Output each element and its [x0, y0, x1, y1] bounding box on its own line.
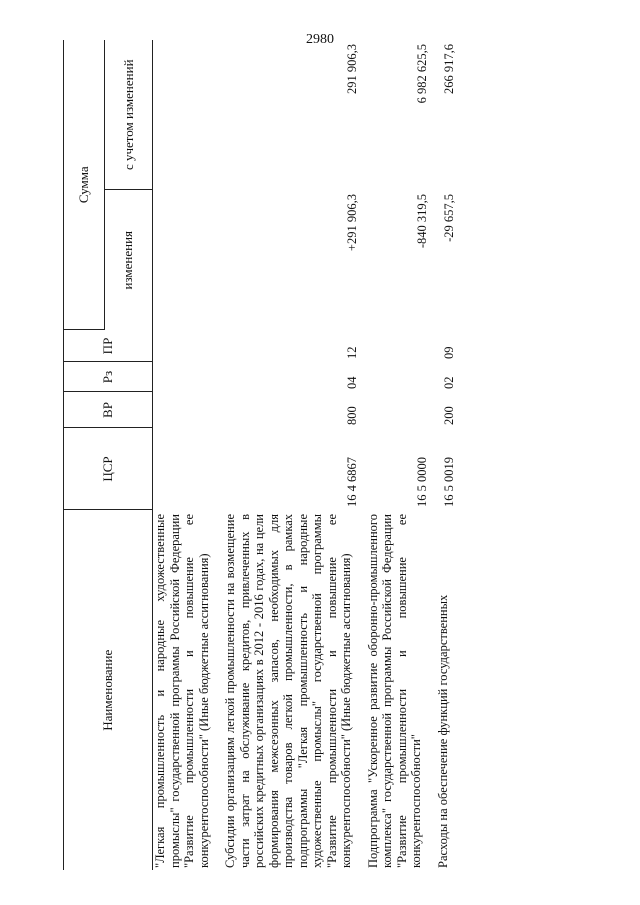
header-vr: ВР: [64, 392, 153, 428]
row-rz: 04: [345, 376, 359, 389]
row-pr: 09: [441, 346, 456, 359]
header-csr: ЦСР: [64, 428, 153, 510]
row-total: 6 982 625,5: [415, 44, 429, 104]
row-csr: 16 5 0019: [441, 457, 456, 507]
row-rz: [153, 362, 218, 392]
table-row: [360, 40, 430, 870]
row-vr: [153, 392, 218, 428]
page-number: 2980: [306, 32, 334, 47]
row-name: Подпрограмма "Ускоренное развитие оборонно-промышленного комплекса" государственной программы Российской Федерации "Развитие промышленности и повышение ее конкурентоспособности": [365, 514, 423, 868]
table-row: [153, 40, 218, 870]
rotated-table-sheet: [63, 40, 623, 870]
row-change: +291 906,3: [345, 194, 359, 252]
row-vr: [360, 392, 430, 428]
row-change: -840 319,5: [415, 194, 429, 249]
table-body: [153, 40, 457, 870]
table-header: [64, 40, 153, 870]
row-name: Субсидии организациям легкой промышленности на возмещение части затрат на обслуживание кредитов, привлеченных в российских кредитных организациях в 2012 - 2016 годах, на цели формирования межсезонных запасов, необходимых для производства товаров легкой промышленности, в рамках подпрограммы "Легкая промышленность и народные художественные промыслы" государственной программы "Развитие промышленности и повышение ее конкурентоспособности" (Иные бюджетные ассигнования): [223, 514, 353, 868]
row-change: -29 657,5: [441, 194, 456, 242]
header-name: Наименование: [64, 510, 153, 870]
row-name: Расходы на обеспечение функций государственных: [435, 594, 450, 868]
row-change: [153, 190, 218, 330]
row-pr: [360, 330, 430, 362]
row-rz: 02: [441, 376, 456, 389]
header-sum: Сумма: [64, 40, 105, 330]
row-rz: [360, 362, 430, 392]
header-changes: изменения: [105, 190, 153, 330]
row-total: [153, 40, 218, 190]
row-total: 291 906,3: [345, 44, 359, 94]
row-csr: [153, 428, 218, 510]
header-with-changes: с учетом изменений: [105, 40, 153, 190]
row-pr: [153, 330, 218, 362]
row-csr: 16 4 6867: [345, 457, 359, 507]
row-name: "Легкая промышленность и народные художественные промыслы" государственной программы Российской Федерации "Развитие промышленности и повышение ее конкурентоспособности" (Иные бюджетные ассигнования): [153, 514, 211, 868]
row-pr: 12: [345, 346, 359, 359]
table-row: [217, 40, 360, 870]
row-vr: 800: [345, 406, 359, 425]
row-vr: 200: [441, 406, 456, 425]
row-total: 266 917,6: [441, 44, 456, 94]
row-csr: 16 5 0000: [415, 457, 429, 507]
table-row: [430, 40, 457, 870]
header-pr: ПР: [64, 330, 153, 362]
budget-table: [63, 40, 456, 870]
header-rz: Рз: [64, 362, 153, 392]
